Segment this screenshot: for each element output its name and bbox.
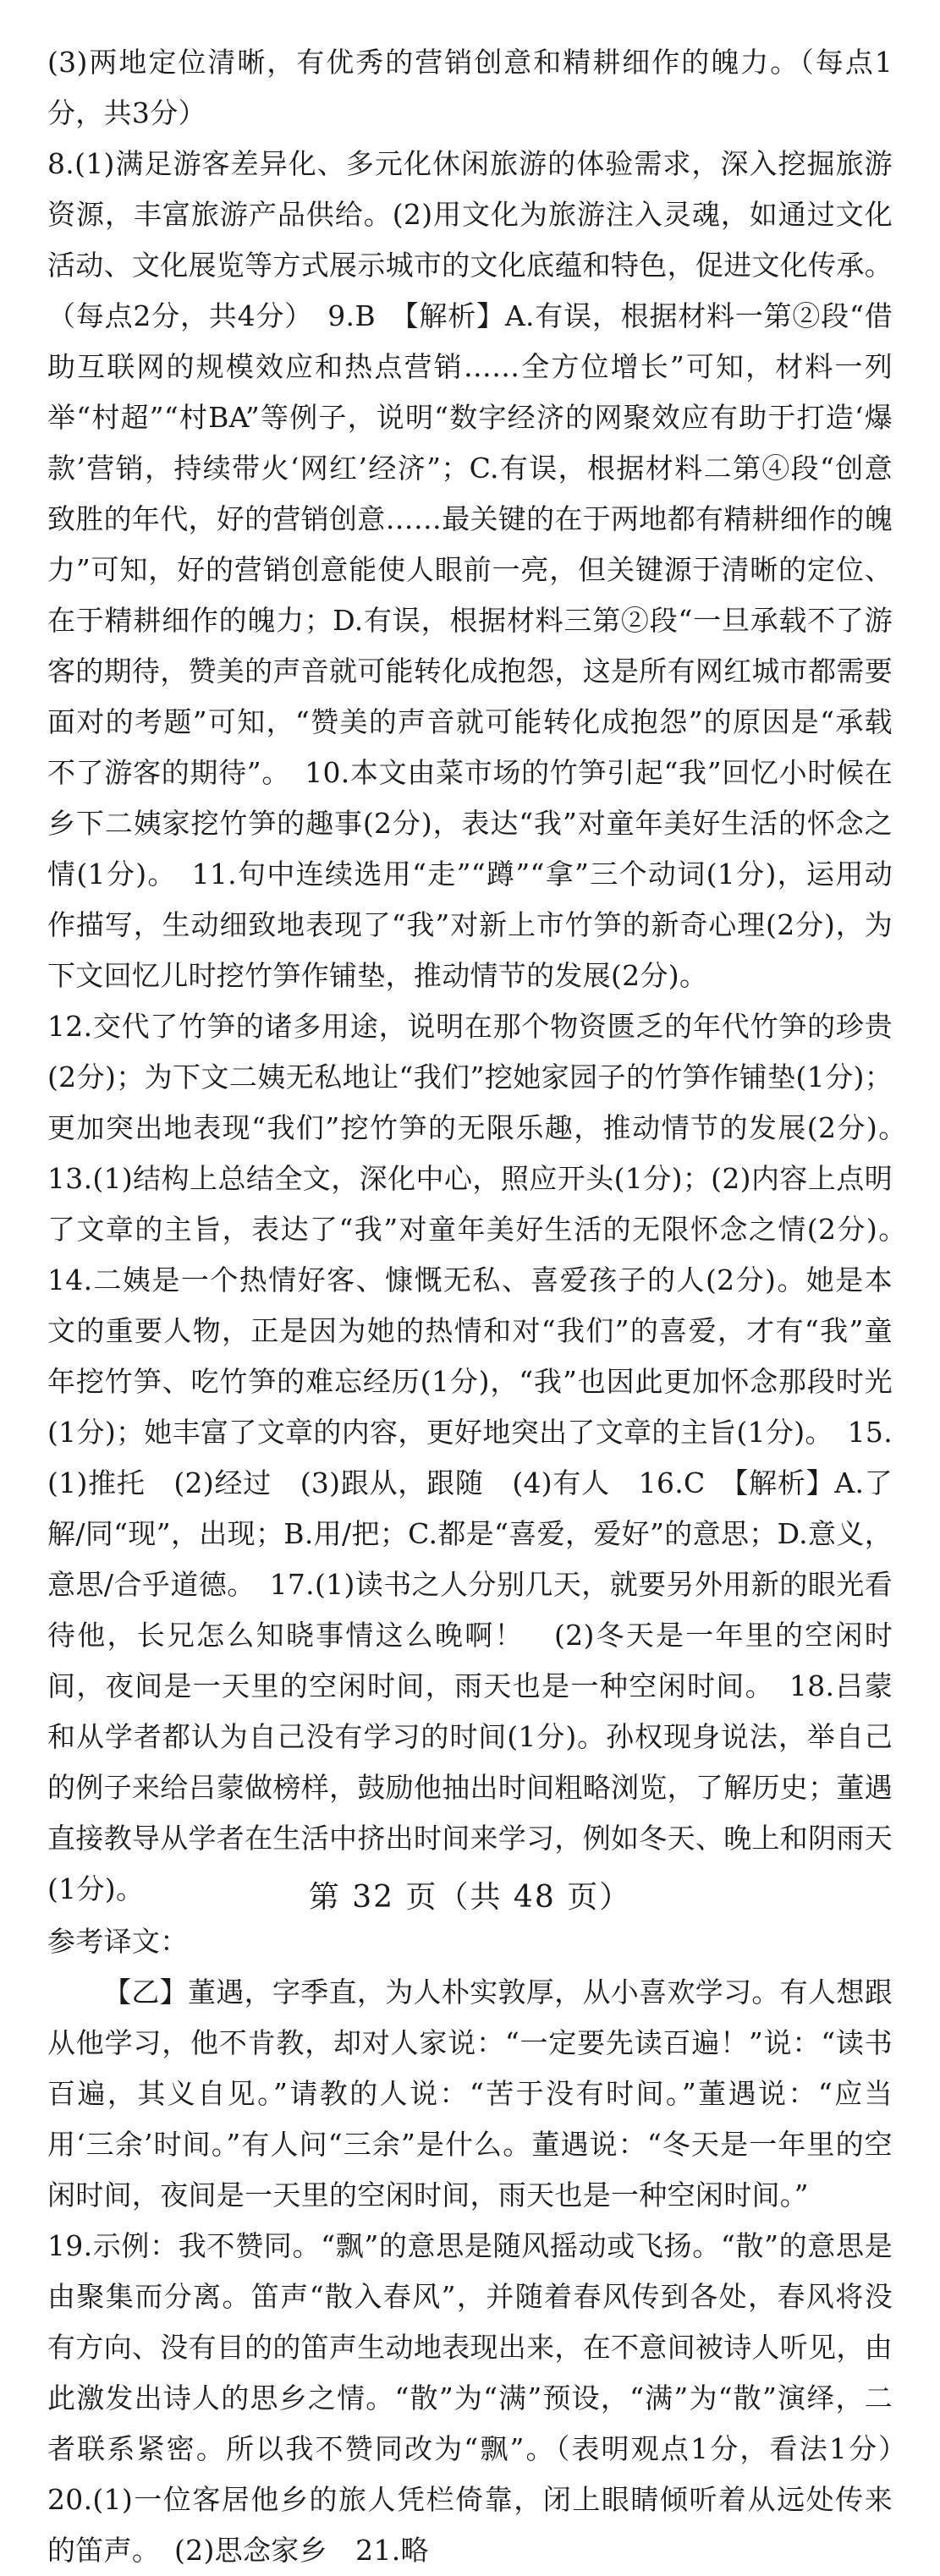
answer-paragraph: 12.交代了竹笋的诸多用途，说明在那个物资匮乏的年代竹笋的珍贵(2分)；为下文二姨无私地让“我们”挖她家园子的竹笋作铺垫(1分)；更加突出地表现“我们”挖竹笋的无限乐趣，推动情节的发展(2分)。 13.(1)结构上总结全文，深化中心，照应开头(1分)；(2)内容上点明了文章的主旨，表达了“我”对童年美好生活的无限怀念之情(2分)。 14.二姨是一个热情好客、慷慨无私、喜爱孩子的人(2分)。她是本文的重要人物，正是因为她的热情和对“我们”的喜爱，才有“我”童年挖竹笋、吃竹笋的难忘经历(1分)，“我”也因此更加怀念那段时光(1分)；她丰富了文章的内容，更好地突出了文章的主旨(1分)。 15.(1)推托 (2)经过 (3)跟从，跟随 (4)有人 16.C 【解析】A.了解/同“现”，出现；B.用/把；C.都是“喜爱，爱好”的意思；D.意义，意思/合乎道德。 17.(1)读书之人分别几天，就要另外用新的眼光看待他，长兄怎么知晓事情这么晚啊！ (2)冬天是一年里的空闲时间，夜间是一天里的空闲时间，雨天也是一种空闲时间。 18.吕蒙和从学者都认为自己没有学习的时间(1分)。孙权现身说法，举自己的例子来给吕蒙做榜样，鼓励他抽出时间粗略浏览，了解历史；董遇直接教导从学者在生活中挤出时间来学习，例如冬天、晚上和阴雨天(1分)。 — [47, 1010, 921, 1905]
page-number: 第 32 页（共 48 页） — [308, 1880, 632, 1915]
answer-content — [47, 37, 921, 2576]
answer-paragraph: (3)两地定位清晰，有优秀的营销创意和精耕细作的魄力。（每点1分，共3分） — [47, 46, 893, 129]
translation-paragraph: 【乙】董遇，字季直，为人朴实敦厚，从小喜欢学习。有人想跟从他学习，他不肯教，却对人家说：“一定要先读百遍！”说：“读书百遍，其义自见。”请教的人说：“苦于没有时间。”董遇说：“应当用‘三余’时间。”有人问“三余”是什么。董遇说：“冬天是一年里的空闲时间，夜间是一天里的空闲时间，雨天也是一种空闲时间。” — [47, 1976, 893, 2212]
translation-heading: 参考译文： — [47, 1925, 189, 1958]
answer-paragraph: 8.(1)满足游客差异化、多元化休闲旅游的体验需求，深入挖掘旅游资源，丰富旅游产品供给。(2)用文化为旅游注入灵魂，如通过文化活动、文化展览等方式展示城市的文化底蕴和特色，促进文化传承。（每点2分，共4分） 9.B 【解析】A.有误，根据材料一第②段“借助互联网的规模效应和热点营销……全方位增长”可知，材料一列举“村超”“村BA”等例子，说明“数字经济的网聚效应有助于打造‘爆款’营销，持续带火‘网红’经济”；C.有误，根据材料二第④段“创意致胜的年代，好的营销创意……最关键的在于两地都有精耕细作的魄力”可知，好的营销创意能使人眼前一亮，但关键源于清晰的定位、在于精耕细作的魄力；D.有误，根据材料三第②段“一旦承载不了游客的期待，赞美的声音就可能转化成抱怨，这是所有网红城市都需要面对的考题”可知，“赞美的声音就可能转化成抱怨”的原因是“承载不了游客的期待”。 10.本文由菜市场的竹笋引起“我”回忆小时候在乡下二姨家挖竹笋的趣事(2分)，表达“我”对童年美好生活的怀念之情(1分)。 11.句中连续选用“走”“蹲”“拿”三个动词(1分)，运用动作描写，生动细致地表现了“我”对新上市竹笋的新奇心理(2分)，为下文回忆儿时挖竹笋作铺垫，推动情节的发展(2分)。 — [47, 147, 893, 992]
answer-paragraph: 19.示例：我不赞同。“飘”的意思是随风摇动或飞扬。“散”的意思是由聚集而分离。笛声“散入春风”，并随着春风传到各处，春风将没有方向、没有目的的笛声生动地表现出来，在不意间被诗人听见，由此激发出诗人的思乡之情。“散”为“满”预设，“满”为“散”演绎，二者联系紧密。所以我不赞同改为“飘”。（表明观点1分，看法1分） 20.(1)一位客居他乡的旅人凭栏倚靠，闭上眼睛倾听着从远处传来的笛声。 (2)思念家乡 21.略 — [47, 2229, 921, 2567]
